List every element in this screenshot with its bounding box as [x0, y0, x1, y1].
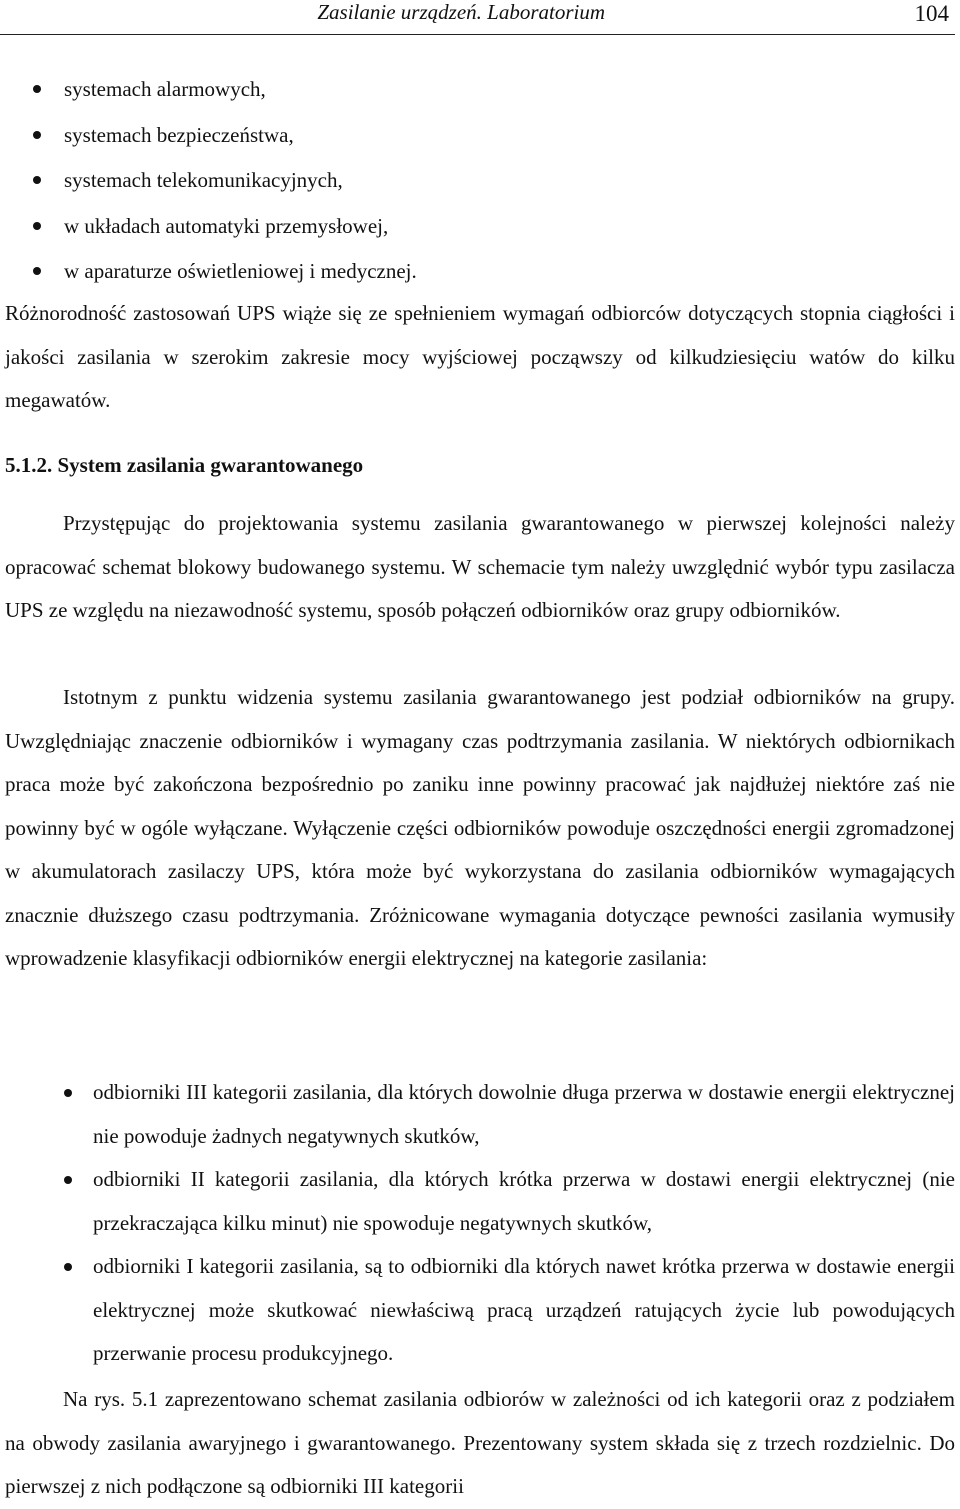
bullet-icon	[64, 1176, 72, 1184]
bullet-icon	[33, 222, 41, 230]
bullet-icon	[33, 131, 41, 139]
list-item: w aparaturze oświetleniowej i medycznej.	[0, 254, 950, 300]
list-item: w układach automatyki przemysłowej,	[0, 209, 950, 255]
list-item: odbiorniki II kategorii zasilania, dla których krótka przerwa w dostawi energii elektrycznej (nie przekraczająca kilku minut) nie spowoduje negatywnych skutków,	[0, 1158, 955, 1245]
bullet-icon	[64, 1263, 72, 1271]
list-item: odbiorniki I kategorii zasilania, są to odbiorniki dla których nawet krótka przerwa w dostawie energii elektrycznej może skutkować niewłaściwą pracą urządzeń ratujących życie lub powodujących przerwanie procesu produkcyjnego.	[0, 1245, 955, 1376]
paragraph-figure: Na rys. 5.1 zaprezentowano schemat zasilania odbiorów w zależności od ich kategorii oraz z podziałem na obwody zasilania awaryjnego i gwarantowanego. Prezentowany system składa się z trzech rozdzielnic. Do pierwszej z nich podłączone są odbiorniki III kategorii	[5, 1387, 955, 1498]
list-item: systemach alarmowych,	[0, 72, 950, 118]
page-header	[0, 0, 955, 35]
list-item: systemach bezpieczeństwa,	[0, 118, 950, 164]
header-title: Zasilanie urządzeń. Laboratorium	[317, 0, 605, 24]
category-list	[0, 1071, 955, 1376]
bullet-icon	[33, 267, 41, 275]
page-number: 104	[914, 1, 949, 26]
bullet-icon	[33, 176, 41, 184]
section-heading: 5.1.2. System zasilania gwarantowanego	[5, 453, 364, 477]
list-item: systemach telekomunikacyjnych,	[0, 163, 950, 209]
bullet-icon	[33, 85, 41, 93]
paragraph-ups-diversity: Różnorodność zastosowań UPS wiąże się ze spełnieniem wymagań odbiorców dotyczących stopnia ciągłości i jakości zasilania w szerokim zakresie mocy wyjściowej począwszy od kilkudziesięciu watów do kilku megawatów.	[5, 301, 955, 412]
usage-list	[0, 72, 950, 300]
paragraph-groups: Istotnym z punktu widzenia systemu zasilania gwarantowanego jest podział odbiorników na grupy. Uwzględniając znaczenie odbiorników i wymagany czas podtrzymania zasilania. W niektórych odbiornikach praca może być zakończona bezpośrednio po zaniku inne powinny pracować jak najdłużej niektóre zaś nie powinny być w ogóle wyłączane. Wyłączenie części odbiorników powoduje oszczędności energii zgromadzonej w akumulatorach zasilaczy UPS, która może być wykorzystana do zasilania odbiorników wymagających znacznie dłuższego czasu podtrzymania. Zróżnicowane wymagania dotyczące pewności zasilania wymusiły wprowadzenie klasyfikacji odbiorników energii elektrycznej na kategorie zasilania:	[5, 685, 955, 970]
bullet-icon	[64, 1089, 72, 1097]
list-item: odbiorniki III kategorii zasilania, dla których dowolnie długa przerwa w dostawie energii elektrycznej nie powoduje żadnych negatywnych skutków,	[0, 1071, 955, 1158]
paragraph-design: Przystępując do projektowania systemu zasilania gwarantowanego w pierwszej kolejności należy opracować schemat blokowy budowanego systemu. W schemacie tym należy uwzględnić wybór typu zasilacza UPS ze względu na niezawodność systemu, sposób połączeń odbiorników oraz grupy odbiorników.	[5, 511, 955, 622]
